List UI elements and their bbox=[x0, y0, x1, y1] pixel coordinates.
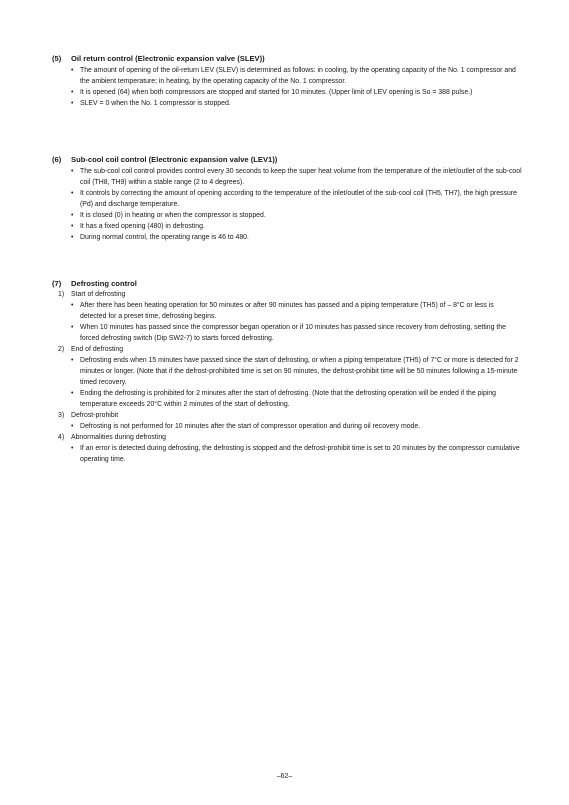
section-number: (7) bbox=[52, 279, 62, 288]
bullet-item: • The amount of opening of the oil-return LEV (SLEV) is determined as follows: in cooling, by the operating capacity of the No. 1 compressor and the ambient temperature; in heating, by the operating capacity of the No. 1 compressor. bbox=[71, 65, 522, 87]
subsection-number: 2) bbox=[58, 346, 65, 353]
section-title: Defrosting control bbox=[71, 279, 137, 288]
subsection-title: End of defrosting bbox=[71, 346, 124, 353]
bullet-item: • It has a fixed opening (480) in defrosting. bbox=[71, 221, 522, 232]
subsection-title: Defrost-prohibit bbox=[71, 412, 119, 419]
page-number: –62– bbox=[276, 773, 293, 780]
section-defrosting-control bbox=[52, 278, 522, 465]
subsection-defrost-prohibit bbox=[58, 410, 522, 432]
section-sub-cool-coil-control bbox=[52, 154, 522, 243]
section-title: Sub-cool coil control (Electronic expansion valve (LEV1)) bbox=[71, 155, 278, 164]
bullet-item: • When 10 minutes has passed since the compressor began operation or if 10 minutes has passed since recovery from defrosting, setting the forced defrosting switch (Dip SW2-7) to starts forced defrosting. bbox=[71, 322, 522, 344]
bullet-item: • It controls by correcting the amount of opening according to the temperature of the inlet/outlet of the sub-cool coil (TH5, TH7), the high pressure (Pd) and discharge temperature. bbox=[71, 188, 522, 210]
bullet-item: • After there has been heating operation for 50 minutes or after 90 minutes has passed and a piping temperature (TH5) of – 8°C or less is detected for a preset time, defrosting begins. bbox=[71, 300, 522, 322]
bullet-list bbox=[71, 65, 522, 109]
subsection-heading bbox=[58, 432, 522, 443]
bullet-list bbox=[71, 355, 522, 410]
subsection-title: Start of defrosting bbox=[71, 291, 126, 298]
bullet-item: • Defrosting ends when 15 minutes have passed since the start of defrosting, or when a piping temperature (TH5) of 7°C or more is detected for 2 minutes or longer. (Note that if the defrost-prohibited time is set on 90 minutes, the defrost-prohibit time will be 50 minutes following a 15-minute timed recovery. bbox=[71, 355, 522, 388]
subsection-abnormalities-during-defrosting bbox=[58, 432, 522, 465]
bullet-item: • It is closed (0) in heating or when the compressor is stopped. bbox=[71, 210, 522, 221]
section-number: (6) bbox=[52, 155, 62, 164]
section-title: Oil return control (Electronic expansion valve (SLEV)) bbox=[71, 54, 265, 63]
bullet-list bbox=[71, 166, 522, 243]
bullet-item: • The sub-cool coil control provides control every 30 seconds to keep the super heat volume from the temperature of the inlet/outlet of the sub-cool coil (TH8, TH9) within a stable range (2 to 4 degrees). bbox=[71, 166, 522, 188]
bullet-item: • Defrosting is not performed for 10 minutes after the start of compressor operation and during oil recovery mode. bbox=[71, 421, 522, 432]
subsection-end-of-defrosting bbox=[58, 344, 522, 410]
bullet-item: • SLEV = 0 when the No. 1 compressor is stopped. bbox=[71, 98, 522, 109]
bullet-list bbox=[71, 421, 522, 432]
section-heading bbox=[52, 278, 522, 289]
bullet-list bbox=[71, 300, 522, 344]
subsection-heading bbox=[58, 344, 522, 355]
subsection-number: 3) bbox=[58, 412, 65, 419]
bullet-item: • It is opened (64) when both compressors are stopped and started for 10 minutes. (Upper limit of LEV opening is So = 388 pulse.) bbox=[71, 87, 522, 98]
section-heading bbox=[52, 53, 522, 64]
subsection-start-of-defrosting bbox=[58, 289, 522, 344]
subsection-number: 1) bbox=[58, 291, 65, 298]
bullet-item: • If an error is detected during defrosting, the defrosting is stopped and the defrost-prohibit time is set to 20 minutes by the compressor cumulative operating time. bbox=[71, 443, 522, 465]
subsection-number: 4) bbox=[58, 434, 65, 441]
section-heading bbox=[52, 154, 522, 165]
subsection-title: Abnormalities during defrosting bbox=[71, 434, 166, 441]
bullet-item: • Ending the defrosting is prohibited for 2 minutes after the start of defrosting. (Note that the defrosting operation will be ended if the piping temperature exceeds 20°C within 2 minutes of the start of defrosting. bbox=[71, 388, 522, 410]
subsection-heading bbox=[58, 410, 522, 421]
section-oil-return-control bbox=[52, 53, 522, 109]
bullet-list bbox=[71, 443, 522, 465]
subsection-heading bbox=[58, 289, 522, 300]
section-number: (5) bbox=[52, 54, 62, 63]
bullet-item: • During normal control, the operating range is 46 to 480. bbox=[71, 232, 522, 243]
